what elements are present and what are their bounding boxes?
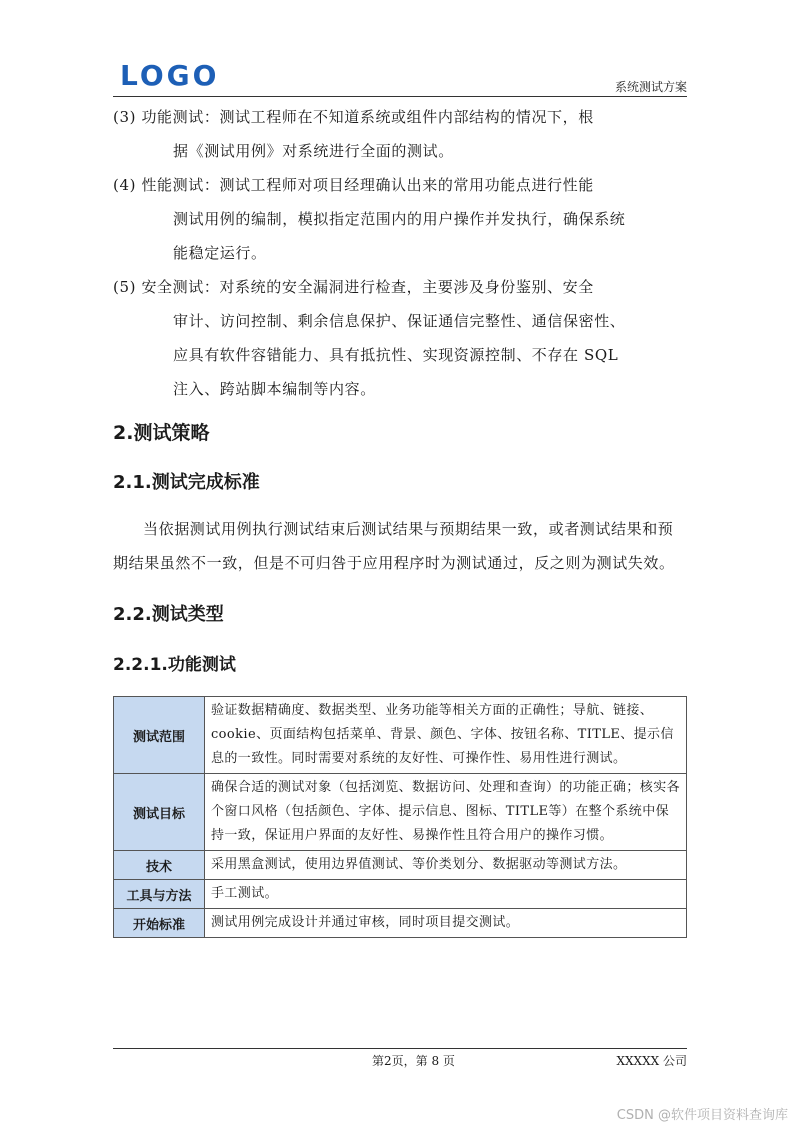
footer-divider bbox=[113, 1048, 687, 1049]
table-row bbox=[114, 697, 687, 774]
table-row bbox=[114, 851, 687, 880]
page-content bbox=[113, 100, 687, 938]
table-row bbox=[114, 909, 687, 938]
list-item-text: 注入、跨站脚本编制等内容。 bbox=[173, 380, 376, 398]
list-item-text: 审计、访问控制、剩余信息保护、保证通信完整性、通信保密性、 bbox=[173, 312, 626, 330]
header-title: 系统测试方案 bbox=[614, 80, 687, 94]
header-divider bbox=[113, 96, 687, 97]
table-row-value: 手工测试。 bbox=[205, 880, 687, 909]
subsection-heading: 2.2.测试类型 bbox=[113, 604, 224, 625]
list-item-text: 应具有软件容错能力、具有抵抗性、实现资源控制、不存在 SQL bbox=[173, 346, 619, 364]
functional-test-table bbox=[113, 696, 687, 938]
table-row-label: 技术 bbox=[114, 851, 205, 880]
list-item-text: 测试用例的编制，模拟指定范围内的用户操作并发执行，确保系统 bbox=[173, 210, 626, 228]
table-row bbox=[114, 880, 687, 909]
table-row-label: 测试目标 bbox=[114, 774, 205, 851]
list-item-number: (4) bbox=[113, 176, 137, 194]
list-item-text: 安全测试：对系统的安全漏洞进行检查，主要涉及身份鉴别、安全 bbox=[141, 278, 594, 296]
table-row-value: 验证数据精确度、数据类型、业务功能等相关方面的正确性；导航、链接、cookie、页面结构包括菜单、背景、颜色、字体、按钮名称、TITLE、提示信息的一致性。同时需要对系统的友好性、可操作性、易用性进行测试。 bbox=[205, 697, 687, 774]
list-item bbox=[113, 168, 687, 270]
footer-company: XXXXX 公司 bbox=[616, 1054, 687, 1068]
list-item bbox=[113, 270, 687, 406]
table-row-value: 测试用例完成设计并通过审核，同时项目提交测试。 bbox=[205, 909, 687, 938]
subsubsection-heading: 2.2.1.功能测试 bbox=[113, 655, 236, 675]
table-row bbox=[114, 774, 687, 851]
table-row-label: 工具与方法 bbox=[114, 880, 205, 909]
table-row-value: 采用黑盒测试，使用边界值测试、等价类划分、数据驱动等测试方法。 bbox=[205, 851, 687, 880]
list-item-text: 性能测试：测试工程师对项目经理确认出来的常用功能点进行性能 bbox=[141, 176, 594, 194]
table-row-label: 开始标准 bbox=[114, 909, 205, 938]
paragraph: 当依据测试用例执行测试结束后测试结果与预期结果一致，或者测试结果和预期结果虽然不一致，但是不可归咎于应用程序时为测试通过，反之则为测试失效。 bbox=[113, 520, 675, 572]
list-item-number: (3) bbox=[113, 108, 137, 126]
watermark: CSDN @软件项目资料查询库 bbox=[616, 1108, 788, 1123]
list-item-number: (5) bbox=[113, 278, 137, 296]
section-heading: 2.测试策略 bbox=[113, 422, 210, 444]
list-item-text: 能稳定运行。 bbox=[173, 244, 267, 262]
list-item-text: 据《测试用例》对系统进行全面的测试。 bbox=[173, 142, 454, 160]
table-row-label: 测试范围 bbox=[114, 697, 205, 774]
subsection-heading: 2.1.测试完成标准 bbox=[113, 472, 260, 493]
table-row-value: 确保合适的测试对象（包括浏览、数据访问、处理和查询）的功能正确；核实各个窗口风格（包括颜色、字体、提示信息、图标、TITLE等）在整个系统中保持一致，保证用户界面的友好性、易操作性且符合用户的操作习惯。 bbox=[205, 774, 687, 851]
list-item bbox=[113, 100, 687, 168]
logo: LOGO bbox=[120, 59, 220, 92]
page-number: 第2页，第 8 页 bbox=[372, 1054, 455, 1068]
list-item-text: 功能测试：测试工程师在不知道系统或组件内部结构的情况下，根 bbox=[141, 108, 594, 126]
